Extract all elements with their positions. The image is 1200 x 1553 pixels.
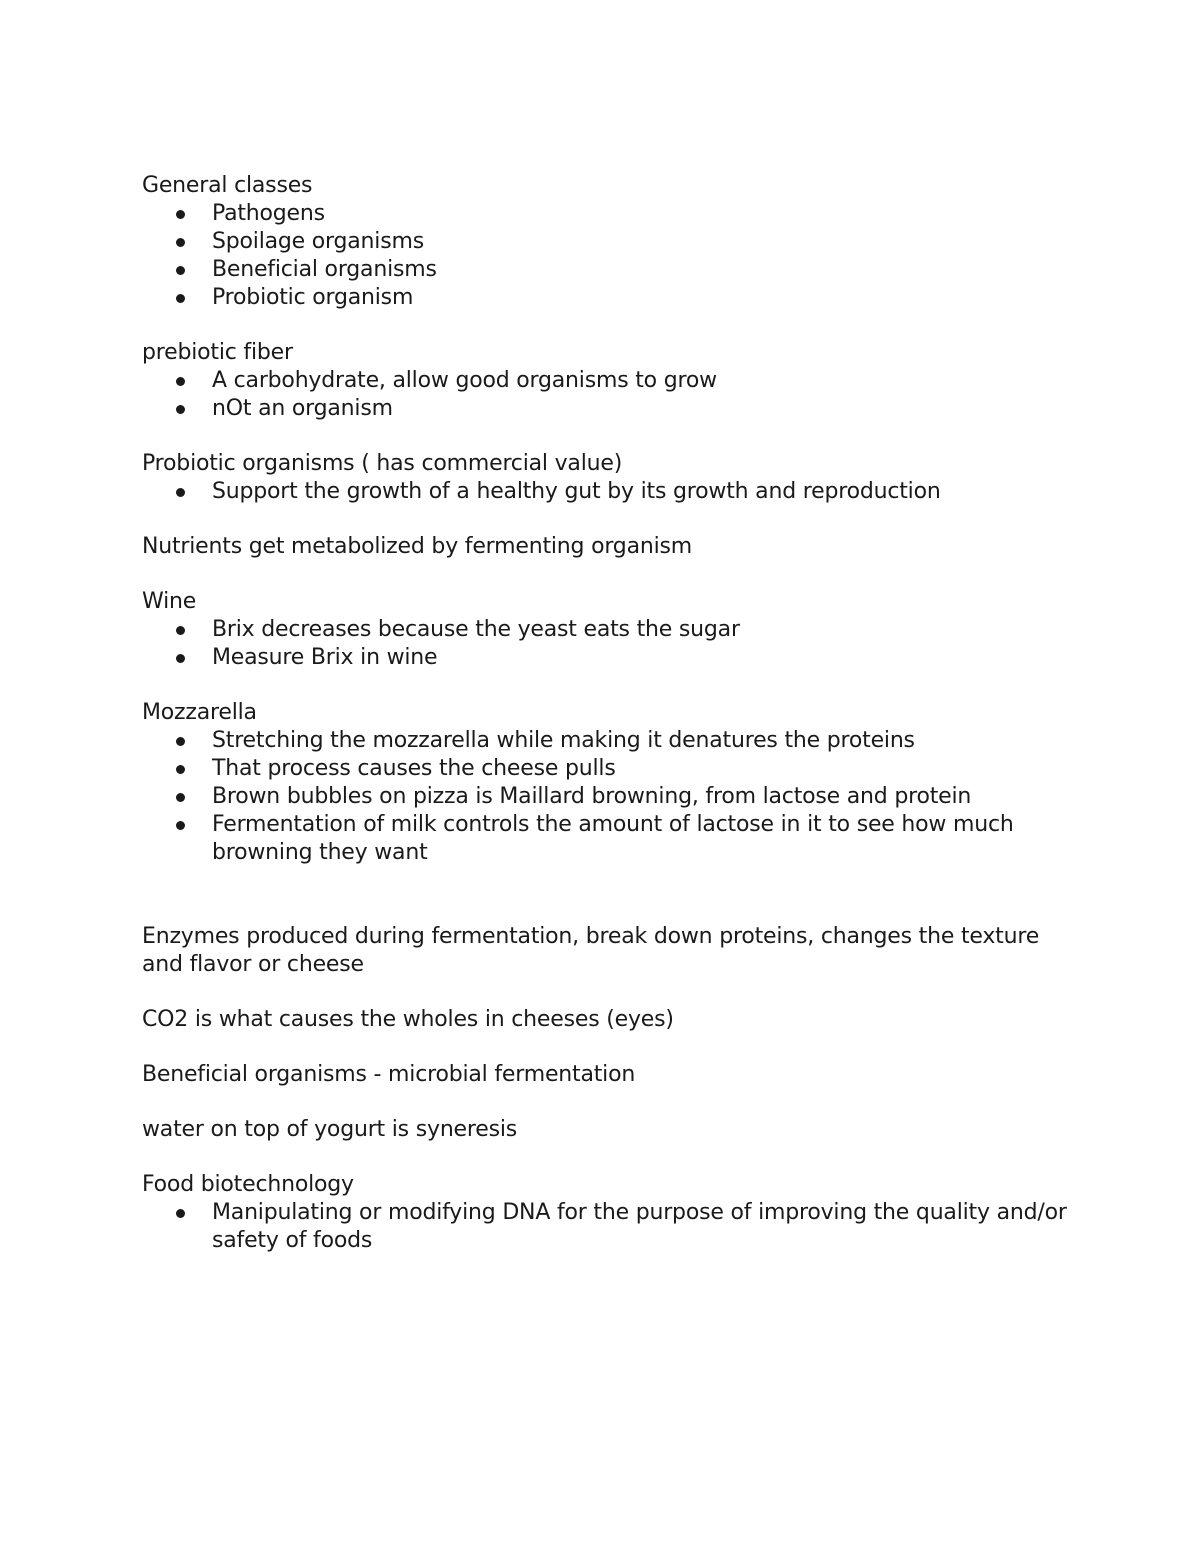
- paragraph-nutrients: Nutrients get metabolized by fermenting organism: [142, 534, 693, 559]
- bullet-icon: [176, 294, 185, 303]
- spacer: [142, 979, 1072, 1006]
- bullet-icon: [176, 405, 185, 414]
- list-item: [142, 284, 1072, 312]
- spacer: [142, 312, 1072, 339]
- list-item-text: Brix decreases because the yeast eats the sugar: [212, 617, 740, 642]
- bullet-icon: [176, 488, 185, 497]
- spacer: [142, 423, 1072, 450]
- list-item: [142, 395, 1072, 423]
- list-item-text: Beneficial organisms: [212, 257, 437, 282]
- spacer: [142, 867, 1072, 923]
- probiotic-organisms-list: [142, 478, 1072, 506]
- list-item: [142, 1199, 1072, 1255]
- heading-general-classes: General classes: [142, 173, 313, 198]
- paragraph-beneficial-organisms: Beneficial organisms - microbial fermentation: [142, 1062, 636, 1087]
- list-item-text: nOt an organism: [212, 396, 393, 421]
- mozzarella-list: [142, 727, 1072, 867]
- bullet-icon: [176, 737, 185, 746]
- bullet-icon: [176, 654, 185, 663]
- list-item-text: Support the growth of a healthy gut by its growth and reproduction: [212, 479, 941, 504]
- list-item: [142, 811, 1072, 867]
- general-classes-list: [142, 200, 1072, 312]
- bullet-icon: [176, 210, 185, 219]
- paragraph-syneresis: water on top of yogurt is syneresis: [142, 1117, 518, 1142]
- spacer: [142, 1034, 1072, 1061]
- wine-list: [142, 616, 1072, 672]
- list-item: [142, 200, 1072, 228]
- bullet-icon: [176, 377, 185, 386]
- bullet-icon: [176, 821, 185, 830]
- bullet-icon: [176, 626, 185, 635]
- paragraph-co2: CO2 is what causes the wholes in cheeses (eyes): [142, 1007, 674, 1032]
- heading-wine: Wine: [142, 589, 197, 614]
- list-item-text: Measure Brix in wine: [212, 645, 438, 670]
- list-item: [142, 644, 1072, 672]
- paragraph-enzymes: Enzymes produced during fermentation, break down proteins, changes the texture and flavor or cheese: [142, 924, 1040, 977]
- list-item: [142, 256, 1072, 284]
- list-item-text: Probiotic organism: [212, 285, 414, 310]
- list-item-text: That process causes the cheese pulls: [212, 756, 616, 781]
- heading-probiotic-organisms: Probiotic organisms ( has commercial value): [142, 451, 623, 476]
- list-item: [142, 755, 1072, 783]
- bullet-icon: [176, 793, 185, 802]
- list-item-text: Pathogens: [212, 201, 325, 226]
- spacer: [142, 1089, 1072, 1116]
- heading-mozzarella: Mozzarella: [142, 700, 257, 725]
- food-biotechnology-list: [142, 1199, 1072, 1255]
- bullet-icon: [176, 765, 185, 774]
- bullet-icon: [176, 266, 185, 275]
- spacer: [142, 506, 1072, 533]
- spacer: [142, 561, 1072, 588]
- bullet-icon: [176, 238, 185, 247]
- list-item: [142, 228, 1072, 256]
- list-item: [142, 616, 1072, 644]
- spacer: [142, 672, 1072, 699]
- list-item: [142, 727, 1072, 755]
- list-item-text: Brown bubbles on pizza is Maillard browning, from lactose and protein: [212, 784, 972, 809]
- heading-food-biotechnology: Food biotechnology: [142, 1172, 354, 1197]
- list-item: [142, 367, 1072, 395]
- spacer: [142, 1144, 1072, 1171]
- notes-content: [142, 172, 1072, 1255]
- list-item: [142, 783, 1072, 811]
- list-item-text: A carbohydrate, allow good organisms to grow: [212, 368, 717, 393]
- list-item-text: Spoilage organisms: [212, 229, 424, 254]
- prebiotic-fiber-list: [142, 367, 1072, 423]
- heading-prebiotic-fiber: prebiotic fiber: [142, 340, 293, 365]
- list-item-text: Stretching the mozzarella while making it denatures the proteins: [212, 728, 915, 753]
- list-item-text: Manipulating or modifying DNA for the purpose of improving the quality and/or safety of foods: [212, 1200, 1067, 1253]
- bullet-icon: [176, 1209, 185, 1218]
- list-item-text: Fermentation of milk controls the amount of lactose in it to see how much browning they want: [212, 812, 1014, 865]
- list-item: [142, 478, 1072, 506]
